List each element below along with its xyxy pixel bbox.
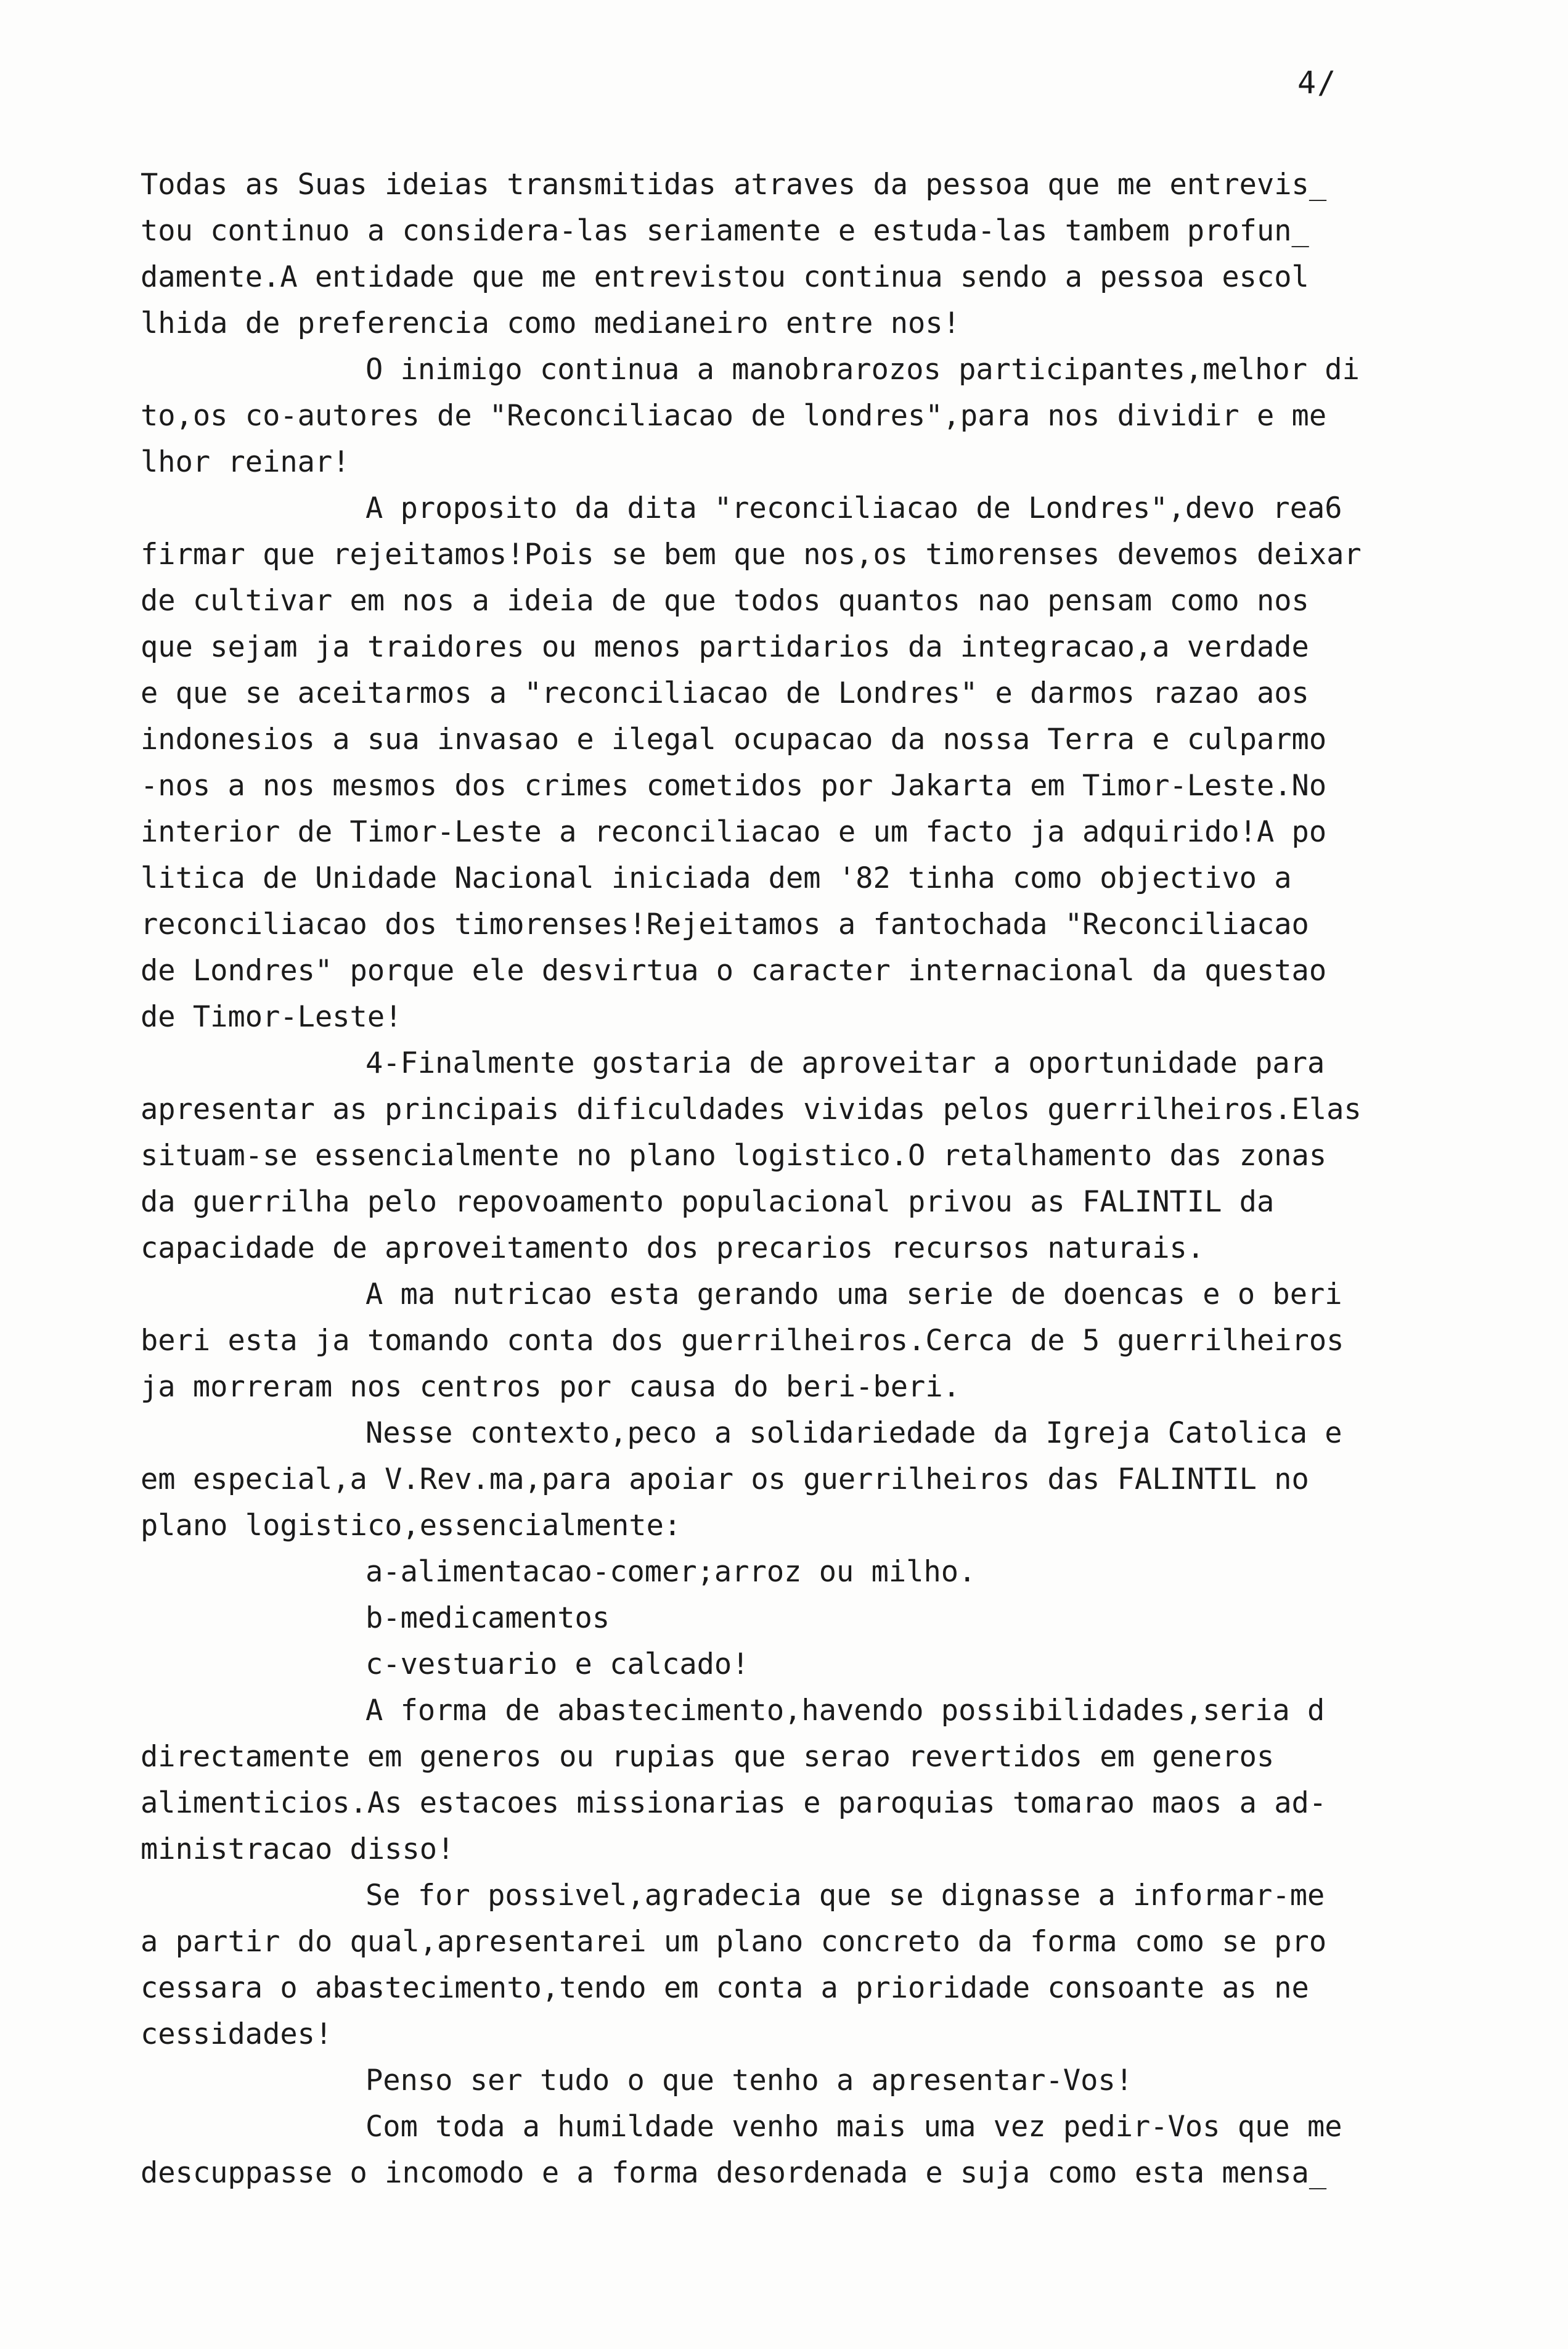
text-line: A forma de abastecimento,havendo possibilidades,seria d [365, 1694, 1325, 1728]
text-line: e que se aceitarmos a "reconciliacao de Londres" e darmos razao aos [141, 676, 1309, 710]
text-line: reconciliacao dos timorenses!Rejeitamos a fantochada "Reconciliacao [141, 908, 1309, 941]
text-line: litica de Unidade Nacional iniciada dem '82 tinha como objectivo a [141, 861, 1292, 895]
text-line: descuppasse o incomodo e a forma desordenada e suja como esta mensa_ [141, 2156, 1327, 2190]
text-line: em especial,a V.Rev.ma,para apoiar os guerrilheiros das FALINTIL no [141, 1462, 1309, 1496]
text-line: alimenticios.As estacoes missionarias e paroquias tomarao maos a ad- [141, 1786, 1327, 1820]
text-line: Se for possivel,agradecia que se dignasse a informar-me [365, 1879, 1325, 1912]
page-number: 4/ [1297, 65, 1337, 100]
text-line: apresentar as principais dificuldades vividas pelos guerrilheiros.Elas [141, 1093, 1362, 1126]
text-line: indonesios a sua invasao e ilegal ocupacao da nossa Terra e culparmo [141, 723, 1327, 756]
text-line: to,os co-autores de "Reconciliacao de londres",para nos dividir e me [141, 399, 1327, 433]
text-line: b-medicamentos [365, 1601, 610, 1635]
text-line: tou continuo a considera-las seriamente e estuda-las tambem profun_ [141, 214, 1309, 248]
text-line: interior de Timor-Leste a reconciliacao e um facto ja adquirido!A po [141, 815, 1327, 849]
text-line: lhida de preferencia como medianeiro entre nos! [141, 306, 960, 340]
text-line: Todas as Suas ideias transmitidas atraves da pessoa que me entrevis_ [141, 168, 1327, 202]
text-line: Penso ser tudo o que tenho a apresentar-Vos! [365, 2064, 1133, 2097]
text-line: ja morreram nos centros por causa do beri-beri. [141, 1370, 960, 1404]
text-line: de cultivar em nos a ideia de que todos quantos nao pensam como nos [141, 584, 1309, 618]
text-line: 4-Finalmente gostaria de aproveitar a oportunidade para [365, 1046, 1325, 1080]
text-line: plano logistico,essencialmente: [141, 1509, 682, 1543]
text-line: que sejam ja traidores ou menos partidarios da integracao,a verdade [141, 630, 1309, 664]
text-line: lhor reinar! [141, 445, 350, 479]
text-line: directamente em generos ou rupias que serao revertidos em generos [141, 1740, 1275, 1774]
text-line: cessara o abastecimento,tendo em conta a prioridade consoante as ne [141, 1971, 1309, 2005]
text-line: c-vestuario e calcado! [365, 1647, 749, 1681]
text-line: a partir do qual,apresentarei um plano concreto da forma como se pro [141, 1925, 1327, 1959]
text-line: a-alimentacao-comer;arroz ou milho. [365, 1555, 976, 1589]
text-line: damente.A entidade que me entrevistou continua sendo a pessoa escol [141, 260, 1309, 294]
letter-body [141, 162, 1497, 2196]
text-line: Nesse contexto,peco a solidariedade da Igreja Catolica e [365, 1416, 1342, 1450]
text-line: -nos a nos mesmos dos crimes cometidos por Jakarta em Timor-Leste.No [141, 769, 1327, 803]
text-line: A ma nutricao esta gerando uma serie de doencas e o beri [365, 1277, 1342, 1311]
text-line: cessidades! [141, 2017, 333, 2051]
text-line: capacidade de aproveitamento dos precarios recursos naturais. [141, 1231, 1205, 1265]
text-line: de Londres" porque ele desvirtua o caracter internacional da questao [141, 954, 1327, 988]
text-line: situam-se essencialmente no plano logistico.O retalhamento das zonas [141, 1139, 1327, 1173]
text-line: da guerrilha pelo repovoamento populacional privou as FALINTIL da [141, 1185, 1275, 1219]
text-line: O inimigo continua a manobrarozos participantes,melhor di [365, 353, 1360, 387]
text-line: ministracao disso! [141, 1832, 455, 1866]
text-line: firmar que rejeitamos!Pois se bem que nos,os timorenses devemos deixar [141, 538, 1362, 572]
text-line: beri esta ja tomando conta dos guerrilheiros.Cerca de 5 guerrilheiros [141, 1324, 1344, 1358]
text-line: Com toda a humildade venho mais uma vez pedir-Vos que me [365, 2110, 1342, 2144]
text-line: de Timor-Leste! [141, 1000, 402, 1034]
text-line: A proposito da dita "reconciliacao de Londres",devo rea6 [365, 491, 1342, 525]
